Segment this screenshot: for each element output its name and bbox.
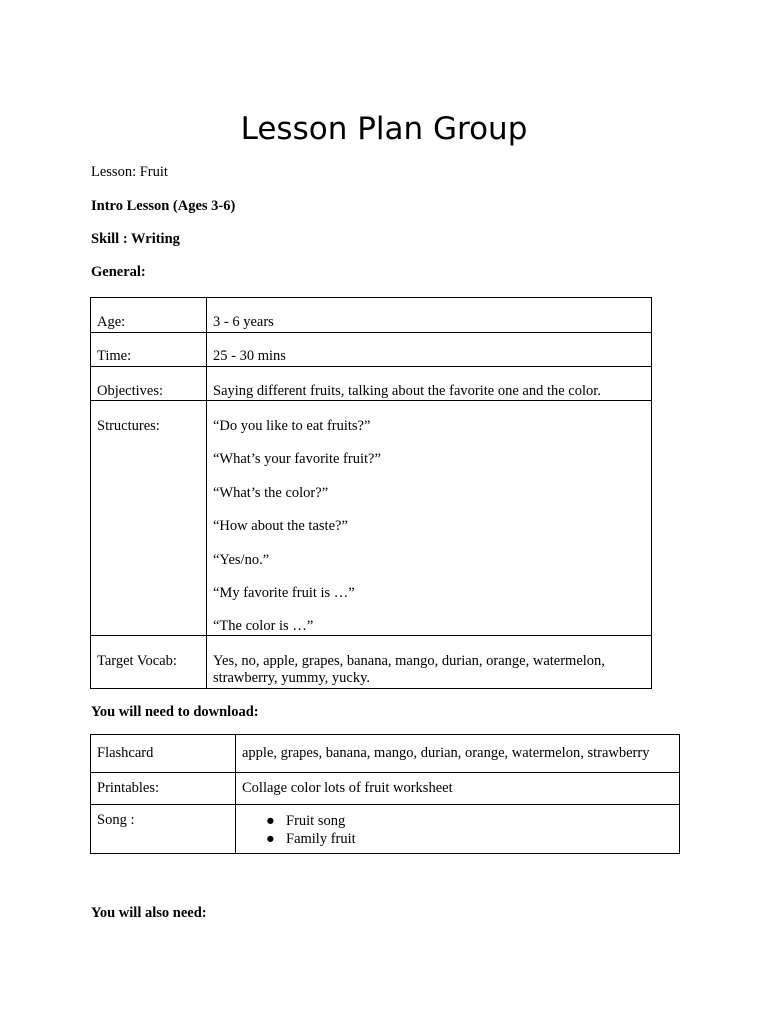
table-row <box>91 805 680 854</box>
structure-line: “My favorite fruit is …” <box>213 584 355 601</box>
target-vocab-label: Target Vocab: <box>91 636 207 689</box>
structure-line: “What’s the color?” <box>213 484 329 501</box>
skill-line: Skill : Writing <box>91 231 180 247</box>
structure-line: “How about the taste?” <box>213 518 348 535</box>
target-vocab-value: Yes, no, apple, grapes, banana, mango, durian, orange, watermelon, strawberry, yummy, yucky. <box>207 636 652 689</box>
age-value: 3 - 6 years <box>207 298 652 333</box>
structure-line: “The color is …” <box>213 618 314 635</box>
age-label: Age: <box>91 298 207 333</box>
song-item: Fruit song <box>286 813 346 829</box>
list-item <box>242 812 673 830</box>
download-table <box>90 734 680 854</box>
general-info-table <box>90 297 652 689</box>
printables-label: Printables: <box>91 773 236 805</box>
table-row <box>91 367 652 401</box>
table-row <box>91 735 680 773</box>
list-item <box>242 830 673 848</box>
table-row <box>91 298 652 333</box>
printables-value: Collage color lots of fruit worksheet <box>236 773 680 805</box>
table-row <box>91 333 652 367</box>
flashcard-value: apple, grapes, banana, mango, durian, orange, watermelon, strawberry <box>236 735 680 773</box>
structure-line: “What’s your favorite fruit?” <box>213 451 381 468</box>
structures-label: Structures: <box>91 401 207 636</box>
objectives-label: Objectives: <box>91 367 207 401</box>
bullet-icon: ● <box>266 831 275 847</box>
table-row <box>91 636 652 689</box>
structure-line: “Yes/no.” <box>213 551 270 568</box>
flashcard-label: Flashcard <box>91 735 236 773</box>
objectives-value: Saying different fruits, talking about the favorite one and the color. <box>207 367 652 401</box>
time-value: 25 - 30 mins <box>207 333 652 367</box>
song-item: Family fruit <box>286 831 356 847</box>
general-heading: General: <box>91 264 146 280</box>
song-label: Song : <box>91 805 236 854</box>
structures-value <box>207 401 652 636</box>
page-title: Lesson Plan Group <box>240 111 528 147</box>
lesson-line: Lesson: Fruit <box>91 164 168 180</box>
time-label: Time: <box>91 333 207 367</box>
table-row <box>91 773 680 805</box>
download-heading: You will need to download: <box>91 704 259 720</box>
intro-lesson-line: Intro Lesson (Ages 3-6) <box>91 198 236 214</box>
structure-line: “Do you like to eat fruits?” <box>213 418 371 434</box>
song-value <box>236 805 680 854</box>
table-row <box>91 401 652 636</box>
bullet-icon: ● <box>266 813 275 829</box>
song-list <box>242 812 673 848</box>
also-need-heading: You will also need: <box>91 905 207 921</box>
